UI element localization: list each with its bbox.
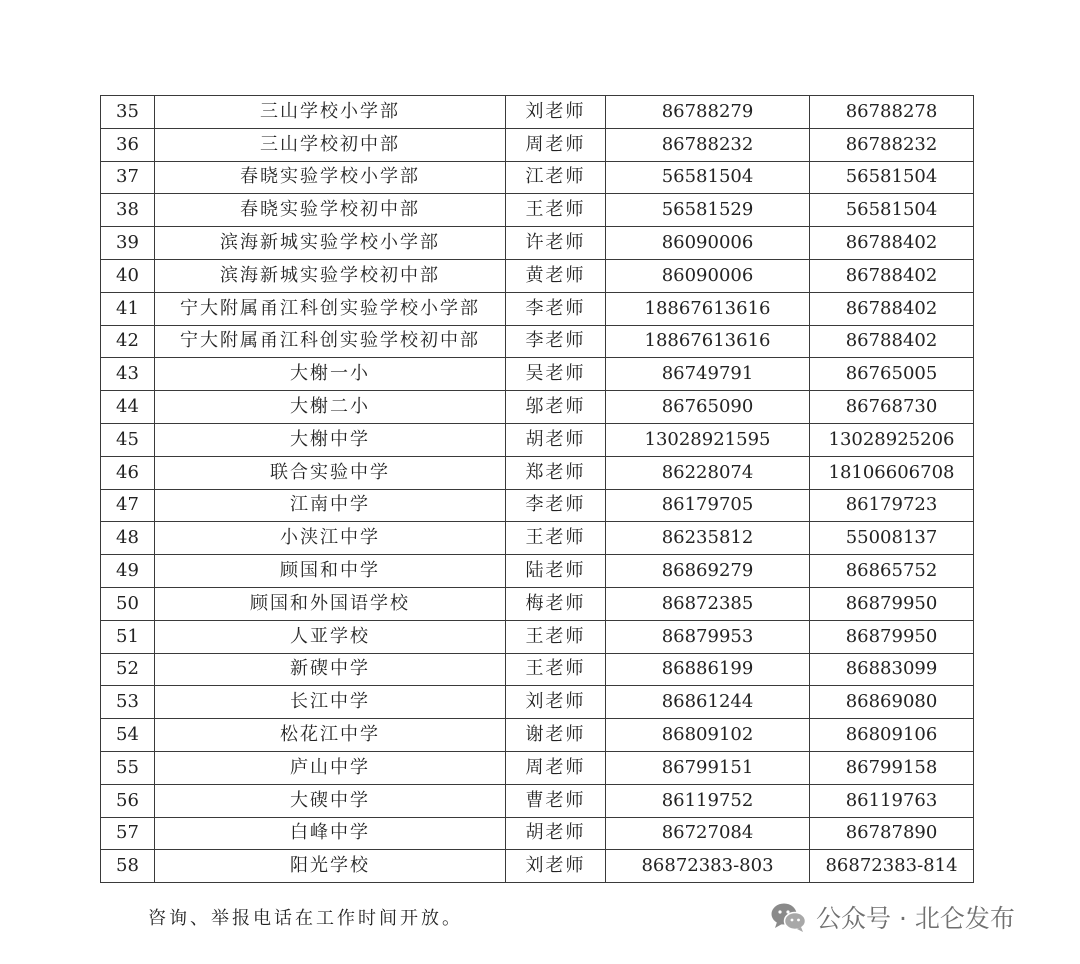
footnote: 咨询、举报电话在工作时间开放。 — [148, 908, 463, 929]
table-row — [101, 325, 974, 358]
report-phone: 86787890 — [810, 817, 974, 850]
report-phone: 86799158 — [810, 751, 974, 784]
row-number: 52 — [101, 653, 155, 686]
table-row — [101, 194, 974, 227]
table-row — [101, 456, 974, 489]
school-name: 顾国和外国语学校 — [155, 587, 506, 620]
row-number: 51 — [101, 620, 155, 653]
contact-person: 李老师 — [506, 325, 606, 358]
contact-person: 胡老师 — [506, 817, 606, 850]
consult-phone: 86886199 — [606, 653, 810, 686]
row-number: 39 — [101, 227, 155, 260]
row-number: 43 — [101, 358, 155, 391]
contact-person: 许老师 — [506, 227, 606, 260]
school-name: 庐山中学 — [155, 751, 506, 784]
contact-person: 周老师 — [506, 751, 606, 784]
row-number: 48 — [101, 522, 155, 555]
contact-person: 王老师 — [506, 620, 606, 653]
contact-person: 郑老师 — [506, 456, 606, 489]
contact-table — [100, 95, 974, 883]
report-phone: 86788402 — [810, 227, 974, 260]
school-name: 长江中学 — [155, 686, 506, 719]
row-number: 47 — [101, 489, 155, 522]
consult-phone: 86799151 — [606, 751, 810, 784]
contact-person: 谢老师 — [506, 719, 606, 752]
table-row — [101, 391, 974, 424]
report-phone: 86865752 — [810, 555, 974, 588]
consult-phone: 86788232 — [606, 128, 810, 161]
school-name: 宁大附属甬江科创实验学校初中部 — [155, 325, 506, 358]
consult-phone: 86228074 — [606, 456, 810, 489]
consult-phone: 86727084 — [606, 817, 810, 850]
table-row — [101, 784, 974, 817]
school-name: 新碶中学 — [155, 653, 506, 686]
contact-person: 李老师 — [506, 292, 606, 325]
school-name: 白峰中学 — [155, 817, 506, 850]
row-number: 38 — [101, 194, 155, 227]
contact-person: 胡老师 — [506, 423, 606, 456]
row-number: 42 — [101, 325, 155, 358]
consult-phone: 86879953 — [606, 620, 810, 653]
contact-person: 李老师 — [506, 489, 606, 522]
contact-person: 刘老师 — [506, 686, 606, 719]
row-number: 46 — [101, 456, 155, 489]
contact-person: 梅老师 — [506, 587, 606, 620]
table-row — [101, 719, 974, 752]
report-phone: 86768730 — [810, 391, 974, 424]
school-name: 小浃江中学 — [155, 522, 506, 555]
table-row — [101, 522, 974, 555]
consult-phone: 86090006 — [606, 259, 810, 292]
consult-phone: 86809102 — [606, 719, 810, 752]
report-phone: 86179723 — [810, 489, 974, 522]
school-name: 三山学校初中部 — [155, 128, 506, 161]
table-row — [101, 587, 974, 620]
report-phone: 86869080 — [810, 686, 974, 719]
report-phone: 86788278 — [810, 96, 974, 129]
row-number: 49 — [101, 555, 155, 588]
school-name: 滨海新城实验学校初中部 — [155, 259, 506, 292]
wechat-icon — [770, 901, 808, 933]
school-name: 松花江中学 — [155, 719, 506, 752]
table-row — [101, 686, 974, 719]
report-phone: 86119763 — [810, 784, 974, 817]
row-number: 40 — [101, 259, 155, 292]
row-number: 58 — [101, 850, 155, 883]
consult-phone: 86235812 — [606, 522, 810, 555]
consult-phone: 86872383-803 — [606, 850, 810, 883]
table-row — [101, 259, 974, 292]
watermark-label: 公众号 · 北仑发布 — [816, 904, 1015, 933]
report-phone: 56581504 — [810, 194, 974, 227]
row-number: 36 — [101, 128, 155, 161]
consult-phone: 86749791 — [606, 358, 810, 391]
school-name: 顾国和中学 — [155, 555, 506, 588]
row-number: 37 — [101, 161, 155, 194]
report-phone: 86879950 — [810, 620, 974, 653]
table-body — [101, 96, 974, 883]
report-phone: 56581504 — [810, 161, 974, 194]
report-phone: 55008137 — [810, 522, 974, 555]
school-name: 三山学校小学部 — [155, 96, 506, 129]
consult-phone: 86179705 — [606, 489, 810, 522]
row-number: 44 — [101, 391, 155, 424]
school-name: 江南中学 — [155, 489, 506, 522]
table-row — [101, 653, 974, 686]
table-row — [101, 128, 974, 161]
report-phone: 13028925206 — [810, 423, 974, 456]
report-phone: 86788402 — [810, 292, 974, 325]
contact-person: 吴老师 — [506, 358, 606, 391]
consult-phone: 86090006 — [606, 227, 810, 260]
report-phone: 86788402 — [810, 325, 974, 358]
school-name: 春晓实验学校小学部 — [155, 161, 506, 194]
school-name: 联合实验中学 — [155, 456, 506, 489]
table-row — [101, 620, 974, 653]
table-row — [101, 292, 974, 325]
row-number: 45 — [101, 423, 155, 456]
row-number: 55 — [101, 751, 155, 784]
table-row — [101, 850, 974, 883]
school-name: 宁大附属甬江科创实验学校小学部 — [155, 292, 506, 325]
row-number: 50 — [101, 587, 155, 620]
contact-person: 邬老师 — [506, 391, 606, 424]
report-phone: 86879950 — [810, 587, 974, 620]
contact-person: 王老师 — [506, 194, 606, 227]
table-row — [101, 227, 974, 260]
table-row — [101, 423, 974, 456]
report-phone: 86765005 — [810, 358, 974, 391]
report-phone: 86788402 — [810, 259, 974, 292]
school-name: 滨海新城实验学校小学部 — [155, 227, 506, 260]
table-row — [101, 161, 974, 194]
table-row — [101, 489, 974, 522]
row-number: 56 — [101, 784, 155, 817]
table-row — [101, 817, 974, 850]
contact-person: 刘老师 — [506, 96, 606, 129]
row-number: 54 — [101, 719, 155, 752]
report-phone: 86883099 — [810, 653, 974, 686]
consult-phone: 86861244 — [606, 686, 810, 719]
table-row — [101, 96, 974, 129]
table-row — [101, 358, 974, 391]
table-row — [101, 751, 974, 784]
school-name: 春晓实验学校初中部 — [155, 194, 506, 227]
contact-person: 黄老师 — [506, 259, 606, 292]
consult-phone: 18867613616 — [606, 325, 810, 358]
school-name: 大榭一小 — [155, 358, 506, 391]
consult-phone: 86788279 — [606, 96, 810, 129]
report-phone: 86809106 — [810, 719, 974, 752]
consult-phone: 86119752 — [606, 784, 810, 817]
school-name: 阳光学校 — [155, 850, 506, 883]
row-number: 41 — [101, 292, 155, 325]
row-number: 35 — [101, 96, 155, 129]
contact-person: 王老师 — [506, 522, 606, 555]
report-phone: 18106606708 — [810, 456, 974, 489]
row-number: 53 — [101, 686, 155, 719]
table-row — [101, 555, 974, 588]
consult-phone: 86869279 — [606, 555, 810, 588]
report-phone: 86788232 — [810, 128, 974, 161]
consult-phone: 13028921595 — [606, 423, 810, 456]
contact-person: 刘老师 — [506, 850, 606, 883]
consult-phone: 56581529 — [606, 194, 810, 227]
consult-phone: 56581504 — [606, 161, 810, 194]
school-name: 大榭中学 — [155, 423, 506, 456]
school-name: 人亚学校 — [155, 620, 506, 653]
school-name: 大碶中学 — [155, 784, 506, 817]
row-number: 57 — [101, 817, 155, 850]
consult-phone: 86765090 — [606, 391, 810, 424]
watermark — [770, 899, 1015, 935]
report-phone: 86872383-814 — [810, 850, 974, 883]
contact-person: 王老师 — [506, 653, 606, 686]
consult-phone: 18867613616 — [606, 292, 810, 325]
contact-person: 曹老师 — [506, 784, 606, 817]
contact-person: 陆老师 — [506, 555, 606, 588]
contact-person: 周老师 — [506, 128, 606, 161]
consult-phone: 86872385 — [606, 587, 810, 620]
school-name: 大榭二小 — [155, 391, 506, 424]
contact-person: 江老师 — [506, 161, 606, 194]
